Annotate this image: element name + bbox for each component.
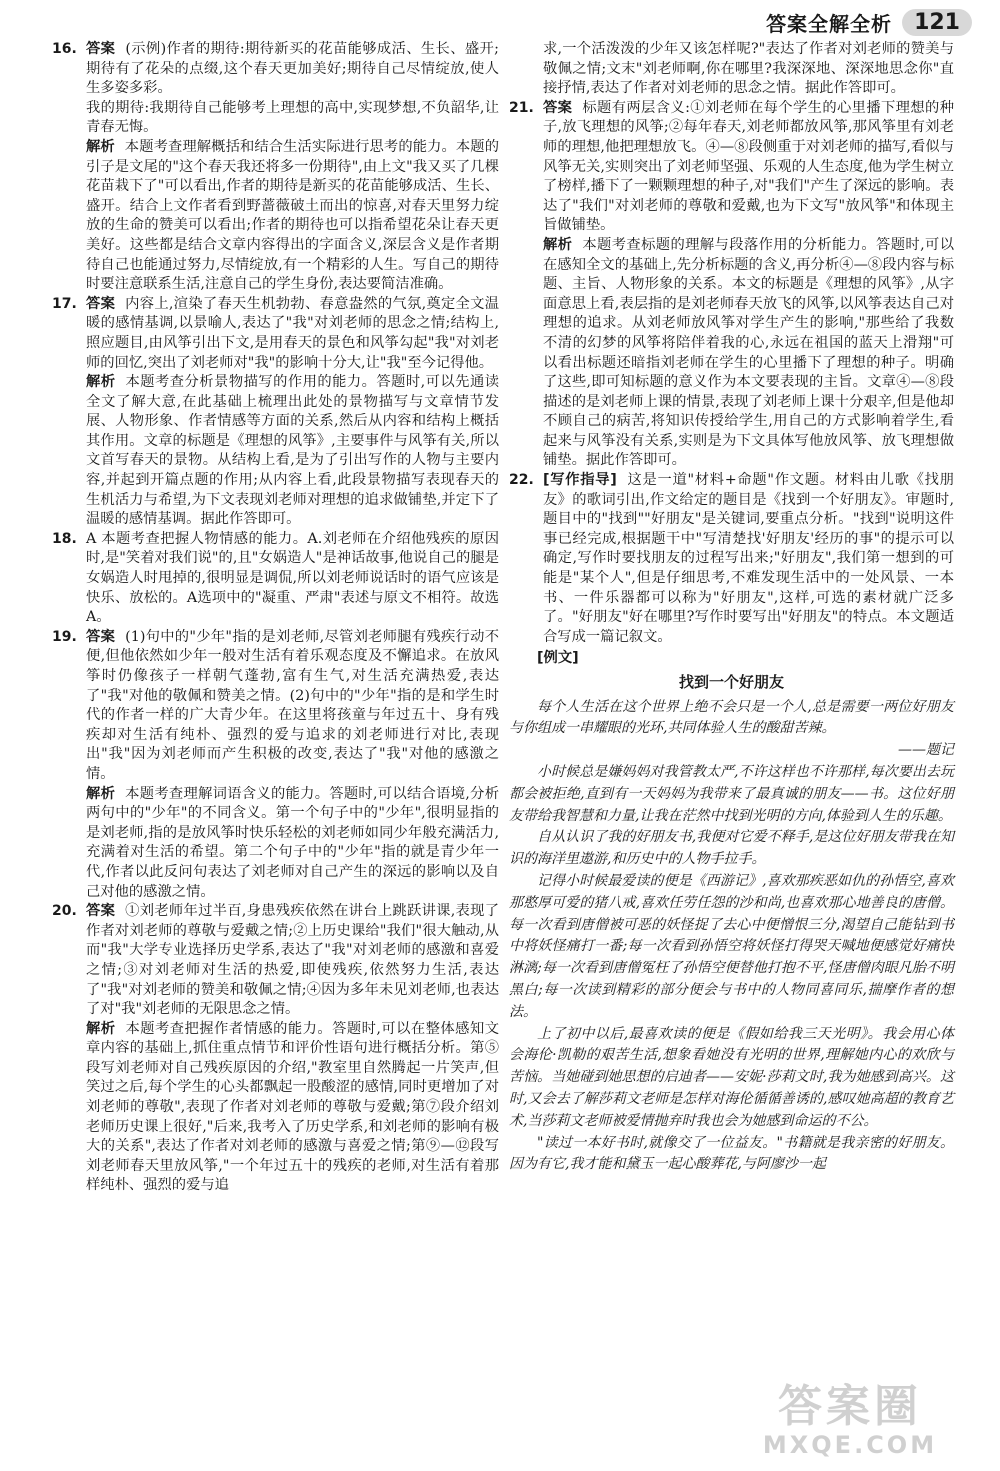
analysis-label: 解析 (86, 374, 116, 391)
question-number: 17. (52, 295, 77, 312)
question-number: 21. (509, 99, 534, 116)
answer-text: (示例)作者的期待:期待新买的花苗能够成活、生长、盛开;期待有了花朵的点缀,这个春天更加美好;期待自己尽情绽放,使人生多姿多彩。 (86, 41, 500, 97)
essay-paragraph: "读过一本好书时,就像交了一位益友。"书籍就是我亲密的好朋友。因为有它,我才能和黛玉一起心酸葬花,与阿廖沙一起 (509, 1134, 954, 1173)
question-16 (52, 40, 499, 295)
example-label: [例文] (537, 650, 579, 667)
analysis-label: 解析 (543, 236, 573, 253)
answer-text: 内容上,渲染了春天生机勃勃、春意盎然的气氛,奠定全文温暖的感情基调,以景喻人,表达了"我"对刘老师的思念之情;结构上,照应题目,由风筝引出下文,是用春天的景色和风筝勾起"我"对刘老师的回忆,突出了刘老师对"我"的影响十分大,让"我"至今记得他。 (86, 295, 500, 371)
watermark-top-text: 答案圈 (778, 1381, 922, 1432)
question-number: 19. (52, 628, 77, 645)
page-header (766, 8, 972, 37)
answer-label: 答案 (543, 99, 573, 116)
analysis-label: 解析 (86, 138, 115, 155)
essay-paragraph: 上了初中以后,最喜欢读的便是《假如给我三天光明》。我会用心体会海伦·凯勒的艰苦生活,想象看她没有光明的世界,理解她内心的欢欣与苦恼。当她碰到她思想的启迪者——安妮·莎莉文时,我为她感到高兴。这时,又会去了解莎莉文老师是怎样对海伦循循善诱的,感叹她高超的教育艺术,当莎莉文老师被爱情抛弃时我也会为她感到命运的不公。 (509, 1025, 954, 1129)
page-number: 121 (902, 9, 972, 36)
question-20-continued (509, 40, 954, 99)
answer-label: 答案 (86, 41, 116, 57)
essay-paragraph: 小时候总是嫌妈妈对我管教太严,不许这样也不许那样,每次要出去玩都会被拒绝,直到有一天妈妈为我带来了最真诚的朋友——书。这位好朋友带给我智慧和力量,让我在茫然中找到光明的方向,体验到人生的乐趣。 (509, 763, 954, 824)
answer-label: 答案 (86, 295, 116, 312)
analysis-continued-text: 求,一个活泼泼的少年又该怎样呢?"表达了作者对刘老师的赞美与敬佩之情;文末"刘老师啊,你在哪里?我深深地、深深地思念你"直接抒情,表达了作者对刘老师的思念之情。据此作答即可。 (543, 41, 954, 97)
analysis-label: 解析 (86, 1020, 116, 1037)
header-title: 答案全解全析 (766, 12, 893, 36)
question-18 (52, 530, 499, 628)
analysis-text: 本题考查把握作者情感的能力。答题时,可以在整体感知文章内容的基础上,抓住重点情节和评价性语句进行概括分析。第⑤段写刘老师对自己残疾原因的介绍,"教室里自然腾起一片笑声,但笑过之后,每个学生的心头都飘起一股酸涩的感情,同时更增加了对刘老师的尊敬",表现了作者对刘老师的尊敬与爱戴;第⑦段介绍刘老师历史课上很好,"后来,我考入了历史学系,和刘老师的影响有极大的关系",表达了作者对刘老师的感激与喜爱之情;第⑨—⑫段写刘老师春天里放风筝,"一个年过五十的残疾的老师,对生活有着那样纯朴、强烈的爱与追 (86, 1020, 499, 1194)
analysis-text: 本题考查标题的理解与段落作用的分析能力。答题时,可以在感知全文的基础上,先分析标题的含义,再分析④—⑧段内容与标题、主旨、人物形象的关系。本文的标题是《理想的风筝》,从字面意思上看,表层指的是刘老师春天放飞的风筝,以风筝表达自己对理想的追求。从刘老师放风筝对学生产生的影响,"那些给了我数不清的幻梦的风筝将陪伴着我的心,永远在祖国的蓝天上滑翔"可以看出标题还暗指刘老师在学生的心里播下了理想的种子。明确了这些,即可知标题的意义作为本文要表现的主旨。文章④—⑧段描述的是刘老师上课的情景,表现了刘老师上课十分艰辛,但是他却不顾自己的病苦,将知识传授给学生,用自己的方式影响着学生,看起来与风筝没有关系,实则是为下文具体写他放风筝、放飞理想做铺垫。据此作答即可。 (543, 236, 955, 469)
question-17 (52, 295, 499, 530)
analysis-text: 本题考查理解概括和结合生活实际进行思考的能力。本题的引子是文尾的"这个春天我还将多一份期待",由上文"我又买了几棵花苗栽下了"可以看出,作者的期待是新买的花苗能够成活、生长、盛开。结合上文作者看到野蔷薇破土而出的惊喜,对春天里努力绽放的生命的赞美可以看出;作者的期待也可以指希望花朵让春天更美好。这些都是结合文章内容得出的字面含义,深层含义是作者期待自己也能通过努力,尽情绽放,有一个精彩的人生。写自己的期待时要注意联系生活,注意自己的学生身份,表达要简洁准确。 (86, 138, 500, 293)
answer-label: 答案 (86, 903, 116, 920)
example-essay (509, 697, 954, 1177)
essay-title: 找到一个好朋友 (678, 673, 784, 691)
site-watermark (730, 1383, 970, 1463)
essay-epigraph: 每个人生活在这个世界上绝不会只是一个人,总是需要一两位好朋友与你组成一串耀眼的光环,共同体验人生的酸甜苦辣。 (509, 698, 954, 737)
question-number: 16. (52, 41, 77, 57)
analysis-text: 本题考查理解词语含义的能力。答题时,可以结合语境,分析两句中的"少年"的不同含义。第一个句子中的"少年",很明显指的是刘老师,指的是放风筝时快乐轻松的刘老师如同少年般充满活力,充满着对生活的希望。第二个句子中的"少年"指的就是青少年一代,作者以此反问句表达了刘老师对自己产生的深远的影响以及自己对他的感激之情。 (86, 785, 500, 900)
essay-paragraph: 记得小时候最爱读的便是《西游记》,喜欢那疾恶如仇的孙悟空,喜欢那憨厚可爱的猪八戒,喜欢任劳任怨的沙和尚,也喜欢那心地善良的唐僧。每一次看到唐僧被可恶的妖怪捉了去心中便憎恨三分,渴望自己能钻到书中将妖怪痛打一番;每一次看到孙悟空将妖怪打得哭天喊地便感觉好痛快淋漓;每一次看到唐僧冤枉了孙悟空便替他打抱不平,怪唐僧肉眼凡胎不明黑白;每一次读到精彩的部分便会与书中的人物同喜同乐,揣摩作者的想法。 (509, 872, 954, 1020)
question-number: 20. (52, 903, 77, 920)
answer-text: ①刘老师年过半百,身患残疾依然在讲台上跳跃讲课,表现了作者对刘老师的尊敬与爱戴之情;②上历史课给"我们"很大触动,从而"我"大学专业选择历史学系,表达了"我"对刘老师的感激和喜爱之情;③对刘老师对生活的热爱,即使残疾,依然努力生活,表达了"我"对刘老师的赞美和敬佩之情;④因为多年未见刘老师,也表达了对"我"刘老师的无限思念之情。 (86, 903, 500, 1018)
question-21 (509, 99, 954, 471)
question-22 (509, 471, 954, 647)
writing-guide-text: 这是一道"材料+命题"作文题。材料由儿歌《找朋友》的歌词引出,作文给定的题目是《找到一个好朋友》。审题时,题目中的"找到""好朋友"是关键词,要重点分析。"找到"说明这件事已经完成,根据题干中"写清楚找'好朋友'经历的事"的提示可以确定,写作时要找朋友的过程写出来;"好朋友",我们第一想到的可能是"某个人",但是仔细思考,不难发现生活中的一处风景、一本书、一件乐器都可以称为"好朋友",这样,可选的素材就广泛多了。"好朋友"好在哪里?写作时要写出"好朋友"的特点。本文题适合写成一篇记叙文。 (543, 472, 954, 645)
analysis-text: 本题考查分析景物描写的作用的能力。答题时,可以先通读全文了解大意,在此基础上梳理出此处的景物描写与文章情节发展、人物形象、作者情感等方面的关系,然后从内容和结构上概括其作用。文章的标题是《理想的风筝》,主要事件与风筝有关,所以文首写春天的景物。从结构上看,是为了引出写作的人物与主要内容,并起到开篇点题的作用;从内容上看,此段景物描写表现春天的生机活力与希望,为下文表现刘老师对理想的追求做铺垫,并定下了温暖的感情基调。据此作答即可。 (86, 374, 499, 528)
epigraph-sign: ——题记 (898, 742, 954, 759)
question-number: 22. (509, 472, 534, 489)
watermark-bottom-text: MXQE.COM (762, 1431, 938, 1459)
answer-text: (1)句中的"少年"指的是刘老师,尽管刘老师腿有残疾行动不便,但他依然如少年一般对生活有着乐观态度及不懈追求。在放风筝时仍像孩子一样朝气蓬勃,富有生气,对生活充满热爱,表达了"我"对他的敬佩和赞美之情。(2)句中的"少年"指的是和学生时代的作者一样的广大青少年。在这里将孩童与年过五十、身有残疾却对生活有纯朴、强烈的爱与追求的刘老师进行对比,表现出"我"因为刘老师而产生积极的改变,表达了"我"对他的感激之情。 (86, 628, 499, 782)
answer-text: 标题有两层含义:①刘老师在每个学生的心里播下理想的种子,放飞理想的风筝;②每年春天,刘老师都放风筝,那风筝里有刘老师的理想,他把理想放飞。④—⑧段侧重于对刘老师的描写,看似与风筝无关,实则突出了刘老师坚强、乐观的人生态度,他为学生树立了榜样,播下了一颗颗理想的种子,对"我们"产生了深远的影响。表达了"我们"对刘老师的尊敬和爱戴,也为下文写"放风筝"和体现主旨做铺垫。 (543, 99, 954, 234)
writing-guide-label: [写作指导] (543, 472, 617, 489)
answer-text: A 本题考查把握人物情感的能力。A.刘老师在介绍他残疾的原因时,是"笑着对我们说"的,且"女娲造人"是神话故事,他说自己的腿是女娲造人时甩掉的,很明显是调侃,所以刘老师说话时的语气应该是快乐、放松的。A选项中的"凝重、严肃"表述与原文不相符。故选A。 (86, 530, 499, 626)
analysis-label: 解析 (86, 785, 116, 802)
my-hope-text: 我的期待:我期待自己能够考上理想的高中,实现梦想,不负韶华,让青春无悔。 (86, 99, 499, 136)
essay-paragraph: 自从认识了我的好朋友书,我便对它爱不释手,是这位好朋友带我在知识的海洋里遨游,和历史中的人物手拉手。 (509, 829, 954, 868)
left-column (52, 40, 499, 1196)
right-column (509, 40, 954, 1176)
question-19 (52, 628, 499, 902)
answer-label: 答案 (86, 628, 116, 645)
question-number: 18. (52, 530, 77, 547)
question-20 (52, 902, 499, 1196)
